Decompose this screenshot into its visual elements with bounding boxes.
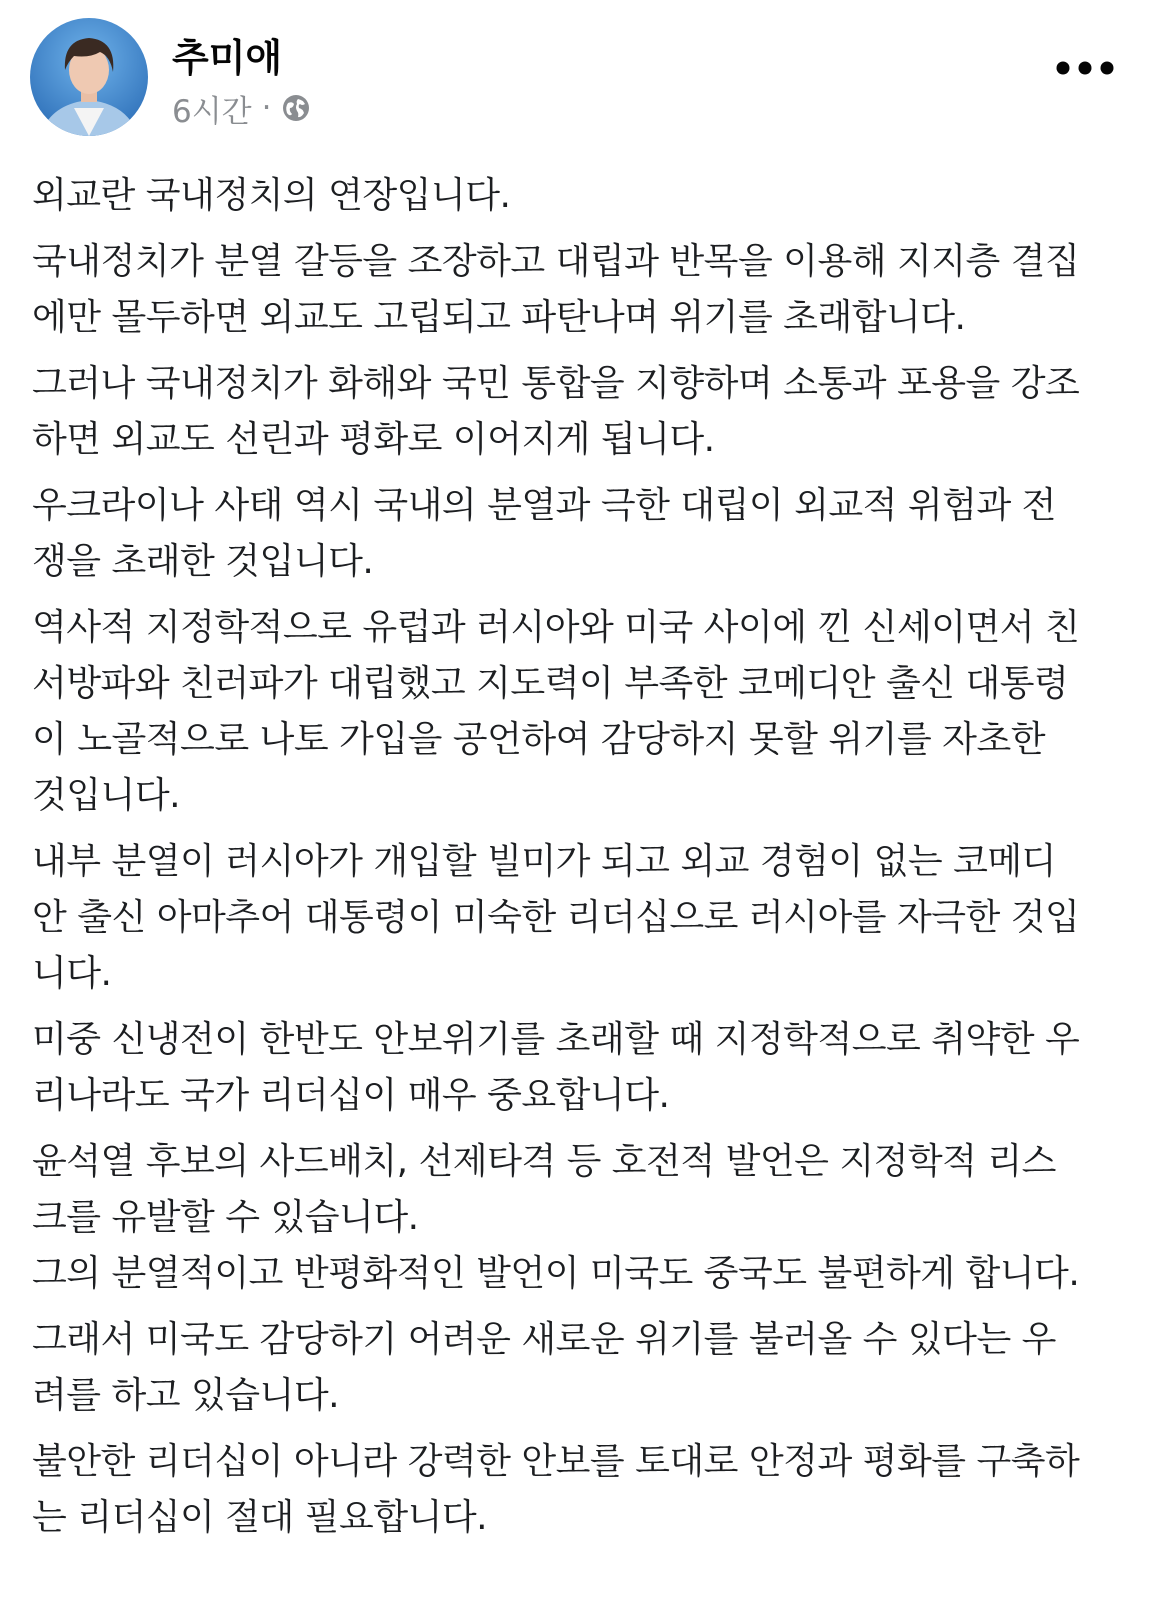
post-body xyxy=(32,168,1132,1556)
text-line: 려를 하고 있습니다. xyxy=(32,1375,340,1416)
post-paragraph xyxy=(32,1434,1132,1546)
text-line: 내부 분열이 러시아가 개입할 빌미가 되고 외교 경험이 없는 코메디 xyxy=(32,841,1056,882)
text-line: 이 노골적으로 나토 가입을 공언하여 감당하지 못할 위기를 자초한 xyxy=(32,719,1045,760)
post-paragraph xyxy=(32,168,1132,224)
text-line: 윤석열 후보의 사드배치, 선제타격 등 호전적 발언은 지정학적 리스 xyxy=(32,1141,1056,1182)
meta-separator: · xyxy=(261,90,272,126)
text-line: 그래서 미국도 감당하기 어려운 새로운 위기를 불러올 수 있다는 우 xyxy=(32,1319,1056,1360)
text-line: 쟁을 초래한 것입니다. xyxy=(32,541,374,582)
text-line: 는 리더십이 절대 필요합니다. xyxy=(32,1497,488,1538)
text-line: 안 출신 아마추어 대통령이 미숙한 리더십으로 러시아를 자극한 것입 xyxy=(32,897,1080,938)
text-line: 그의 분열적이고 반평화적인 발언이 미국도 중국도 불편하게 합니다. xyxy=(32,1253,1080,1294)
avatar-image xyxy=(30,18,148,136)
text-line: 외교란 국내정치의 연장입니다. xyxy=(32,175,511,216)
text-line: 니다. xyxy=(32,953,112,994)
post-time[interactable]: 6시간 xyxy=(172,93,252,130)
text-line: 우크라이나 사태 역시 국내의 분열과 극한 대립이 외교적 위험과 전 xyxy=(32,485,1056,526)
post-paragraph xyxy=(32,1312,1132,1424)
post-header xyxy=(0,0,1170,150)
text-line: 불안한 리더십이 아니라 강력한 안보를 토대로 안정과 평화를 구축하 xyxy=(32,1441,1080,1482)
author-name[interactable]: 추미애 xyxy=(172,36,283,80)
globe-icon xyxy=(281,93,311,123)
text-line: 에만 몰두하면 외교도 고립되고 파탄나며 위기를 초래합니다. xyxy=(32,297,966,338)
post-paragraph xyxy=(32,1012,1132,1124)
more-options-icon xyxy=(1053,60,1117,76)
post-paragraph xyxy=(32,1134,1132,1302)
text-line: 크를 유발할 수 있습니다. xyxy=(32,1197,419,1238)
author-avatar[interactable] xyxy=(30,18,148,136)
post-paragraph xyxy=(32,478,1132,590)
text-line: 것입니다. xyxy=(32,775,181,816)
post-paragraph xyxy=(32,234,1132,346)
text-line: 국내정치가 분열 갈등을 조장하고 대립과 반목을 이용해 지지층 결집 xyxy=(32,241,1080,282)
text-line: 그러나 국내정치가 화해와 국민 통합을 지향하며 소통과 포용을 강조 xyxy=(32,363,1080,404)
post-paragraph xyxy=(32,356,1132,468)
text-line: 역사적 지정학적으로 유럽과 러시아와 미국 사이에 낀 신세이면서 친 xyxy=(32,607,1080,648)
text-line: 서방파와 친러파가 대립했고 지도력이 부족한 코메디안 출신 대통령 xyxy=(32,663,1069,704)
text-line: 미중 신냉전이 한반도 안보위기를 초래할 때 지정학적으로 취약한 우 xyxy=(32,1019,1080,1060)
post-paragraph xyxy=(32,834,1132,1002)
more-options-button[interactable] xyxy=(1050,48,1120,88)
text-line: 리나라도 국가 리더십이 매우 중요합니다. xyxy=(32,1075,670,1116)
post-meta xyxy=(172,88,311,128)
text-line: 하면 외교도 선린과 평화로 이어지게 됩니다. xyxy=(32,419,715,460)
post-paragraph xyxy=(32,600,1132,824)
